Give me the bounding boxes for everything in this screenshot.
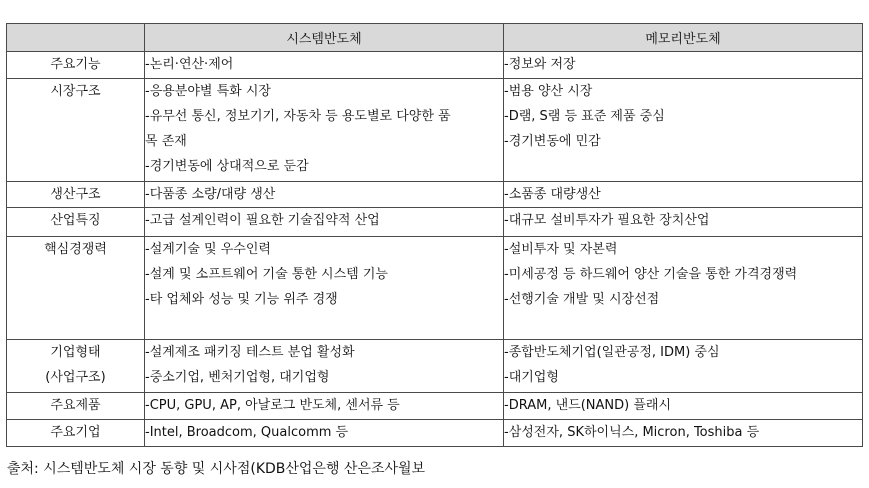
row-label-text: 주요기능 bbox=[50, 57, 101, 72]
cell-line: -CPU, GPU, AP, 아날로그 반도체, 센서류 등 bbox=[145, 398, 400, 413]
row-label-text: 기업형태 bbox=[50, 345, 101, 360]
memory-semiconductor-cell bbox=[504, 79, 863, 182]
system-semiconductor-cell bbox=[145, 182, 504, 208]
row-label bbox=[7, 340, 145, 393]
row-label-text: 핵심경쟁력 bbox=[44, 242, 107, 257]
source-caption: 출처: 시스템반도체 시장 동향 및 시사점(KDB산업은행 산은조사월보 bbox=[7, 461, 426, 477]
cell-line: -타 업체와 성능 및 기능 위주 경쟁 bbox=[145, 292, 338, 307]
row-label-text: 생산구조 bbox=[50, 187, 101, 202]
table-row bbox=[7, 208, 863, 237]
cell-line: -설계제조 패키징 테스트 분업 활성화 bbox=[145, 345, 355, 360]
header-row bbox=[7, 24, 863, 52]
table-row bbox=[7, 237, 863, 340]
cell-line: -종합반도체기업(일관공정, IDM) 중심 bbox=[504, 345, 720, 360]
system-semiconductor-cell bbox=[145, 79, 504, 182]
header-system-semiconductor: 시스템반도체 bbox=[145, 24, 504, 52]
cell-line: -중소기업, 벤처기업형, 대기업형 bbox=[145, 370, 330, 385]
cell-line: -미세공정 등 하드웨어 양산 기술을 통한 가격경쟁력 bbox=[504, 267, 798, 282]
cell-line: 목 존재 bbox=[145, 134, 187, 149]
table-row bbox=[7, 420, 863, 447]
row-label-text: (사업구조) bbox=[45, 370, 106, 385]
cell-line: -DRAM, 낸드(NAND) 플래시 bbox=[504, 398, 671, 413]
row-label bbox=[7, 79, 145, 182]
row-label bbox=[7, 182, 145, 208]
cell-line: -소품종 대량생산 bbox=[504, 187, 601, 202]
cell-line: -정보와 저장 bbox=[504, 57, 576, 72]
cell-line: -설계기술 및 우수인력 bbox=[145, 242, 271, 257]
row-label-text: 주요제품 bbox=[50, 398, 101, 413]
memory-semiconductor-cell bbox=[504, 420, 863, 447]
cell-line: -대기업형 bbox=[504, 370, 559, 385]
row-label-text: 시장구조 bbox=[50, 84, 101, 99]
table-row bbox=[7, 393, 863, 420]
memory-semiconductor-cell bbox=[504, 208, 863, 237]
system-semiconductor-cell bbox=[145, 208, 504, 237]
system-semiconductor-cell bbox=[145, 420, 504, 447]
row-label bbox=[7, 52, 145, 79]
cell-line: -고급 설계인력이 필요한 기술집약적 산업 bbox=[145, 213, 380, 228]
memory-semiconductor-cell bbox=[504, 182, 863, 208]
table-row bbox=[7, 52, 863, 79]
system-semiconductor-cell bbox=[145, 340, 504, 393]
cell-line: -D램, S램 등 표준 제품 중심 bbox=[504, 109, 665, 124]
row-label bbox=[7, 420, 145, 447]
system-semiconductor-cell bbox=[145, 237, 504, 340]
cell-line: -다품종 소량/대량 생산 bbox=[145, 187, 276, 202]
cell-line: -설비투자 및 자본력 bbox=[504, 242, 618, 257]
cell-line: -설계 및 소프트웨어 기술 통한 시스템 기능 bbox=[145, 267, 388, 282]
system-semiconductor-cell bbox=[145, 52, 504, 79]
header-empty bbox=[7, 24, 145, 52]
row-label bbox=[7, 237, 145, 340]
table-row bbox=[7, 340, 863, 393]
memory-semiconductor-cell bbox=[504, 52, 863, 79]
row-label-text: 산업특징 bbox=[50, 213, 101, 228]
memory-semiconductor-cell bbox=[504, 340, 863, 393]
cell-line: -논리·연산·제어 bbox=[145, 57, 234, 72]
row-label-text: 주요기업 bbox=[50, 425, 101, 440]
cell-line: -경기변동에 상대적으로 둔감 bbox=[145, 159, 309, 174]
cell-line: -경기변동에 민감 bbox=[504, 134, 601, 149]
cell-line: -선행기술 개발 및 시장선점 bbox=[504, 292, 660, 307]
cell-line: -Intel, Broadcom, Qualcomm 등 bbox=[145, 425, 349, 440]
cell-line: -대규모 설비투자가 필요한 장치산업 bbox=[504, 213, 710, 228]
row-label bbox=[7, 208, 145, 237]
comparison-table bbox=[6, 23, 863, 447]
cell-line: -범용 양산 시장 bbox=[504, 84, 593, 99]
cell-line: -삼성전자, SK하이닉스, Micron, Toshiba 등 bbox=[504, 425, 760, 440]
cell-line: -응용분야별 특화 시장 bbox=[145, 84, 271, 99]
table-row bbox=[7, 182, 863, 208]
row-label bbox=[7, 393, 145, 420]
header-memory-semiconductor: 메모리반도체 bbox=[504, 24, 863, 52]
memory-semiconductor-cell bbox=[504, 237, 863, 340]
cell-line: -유무선 통신, 정보기기, 자동차 등 용도별로 다양한 품 bbox=[145, 109, 451, 124]
table-row bbox=[7, 79, 863, 182]
memory-semiconductor-cell bbox=[504, 393, 863, 420]
system-semiconductor-cell bbox=[145, 393, 504, 420]
